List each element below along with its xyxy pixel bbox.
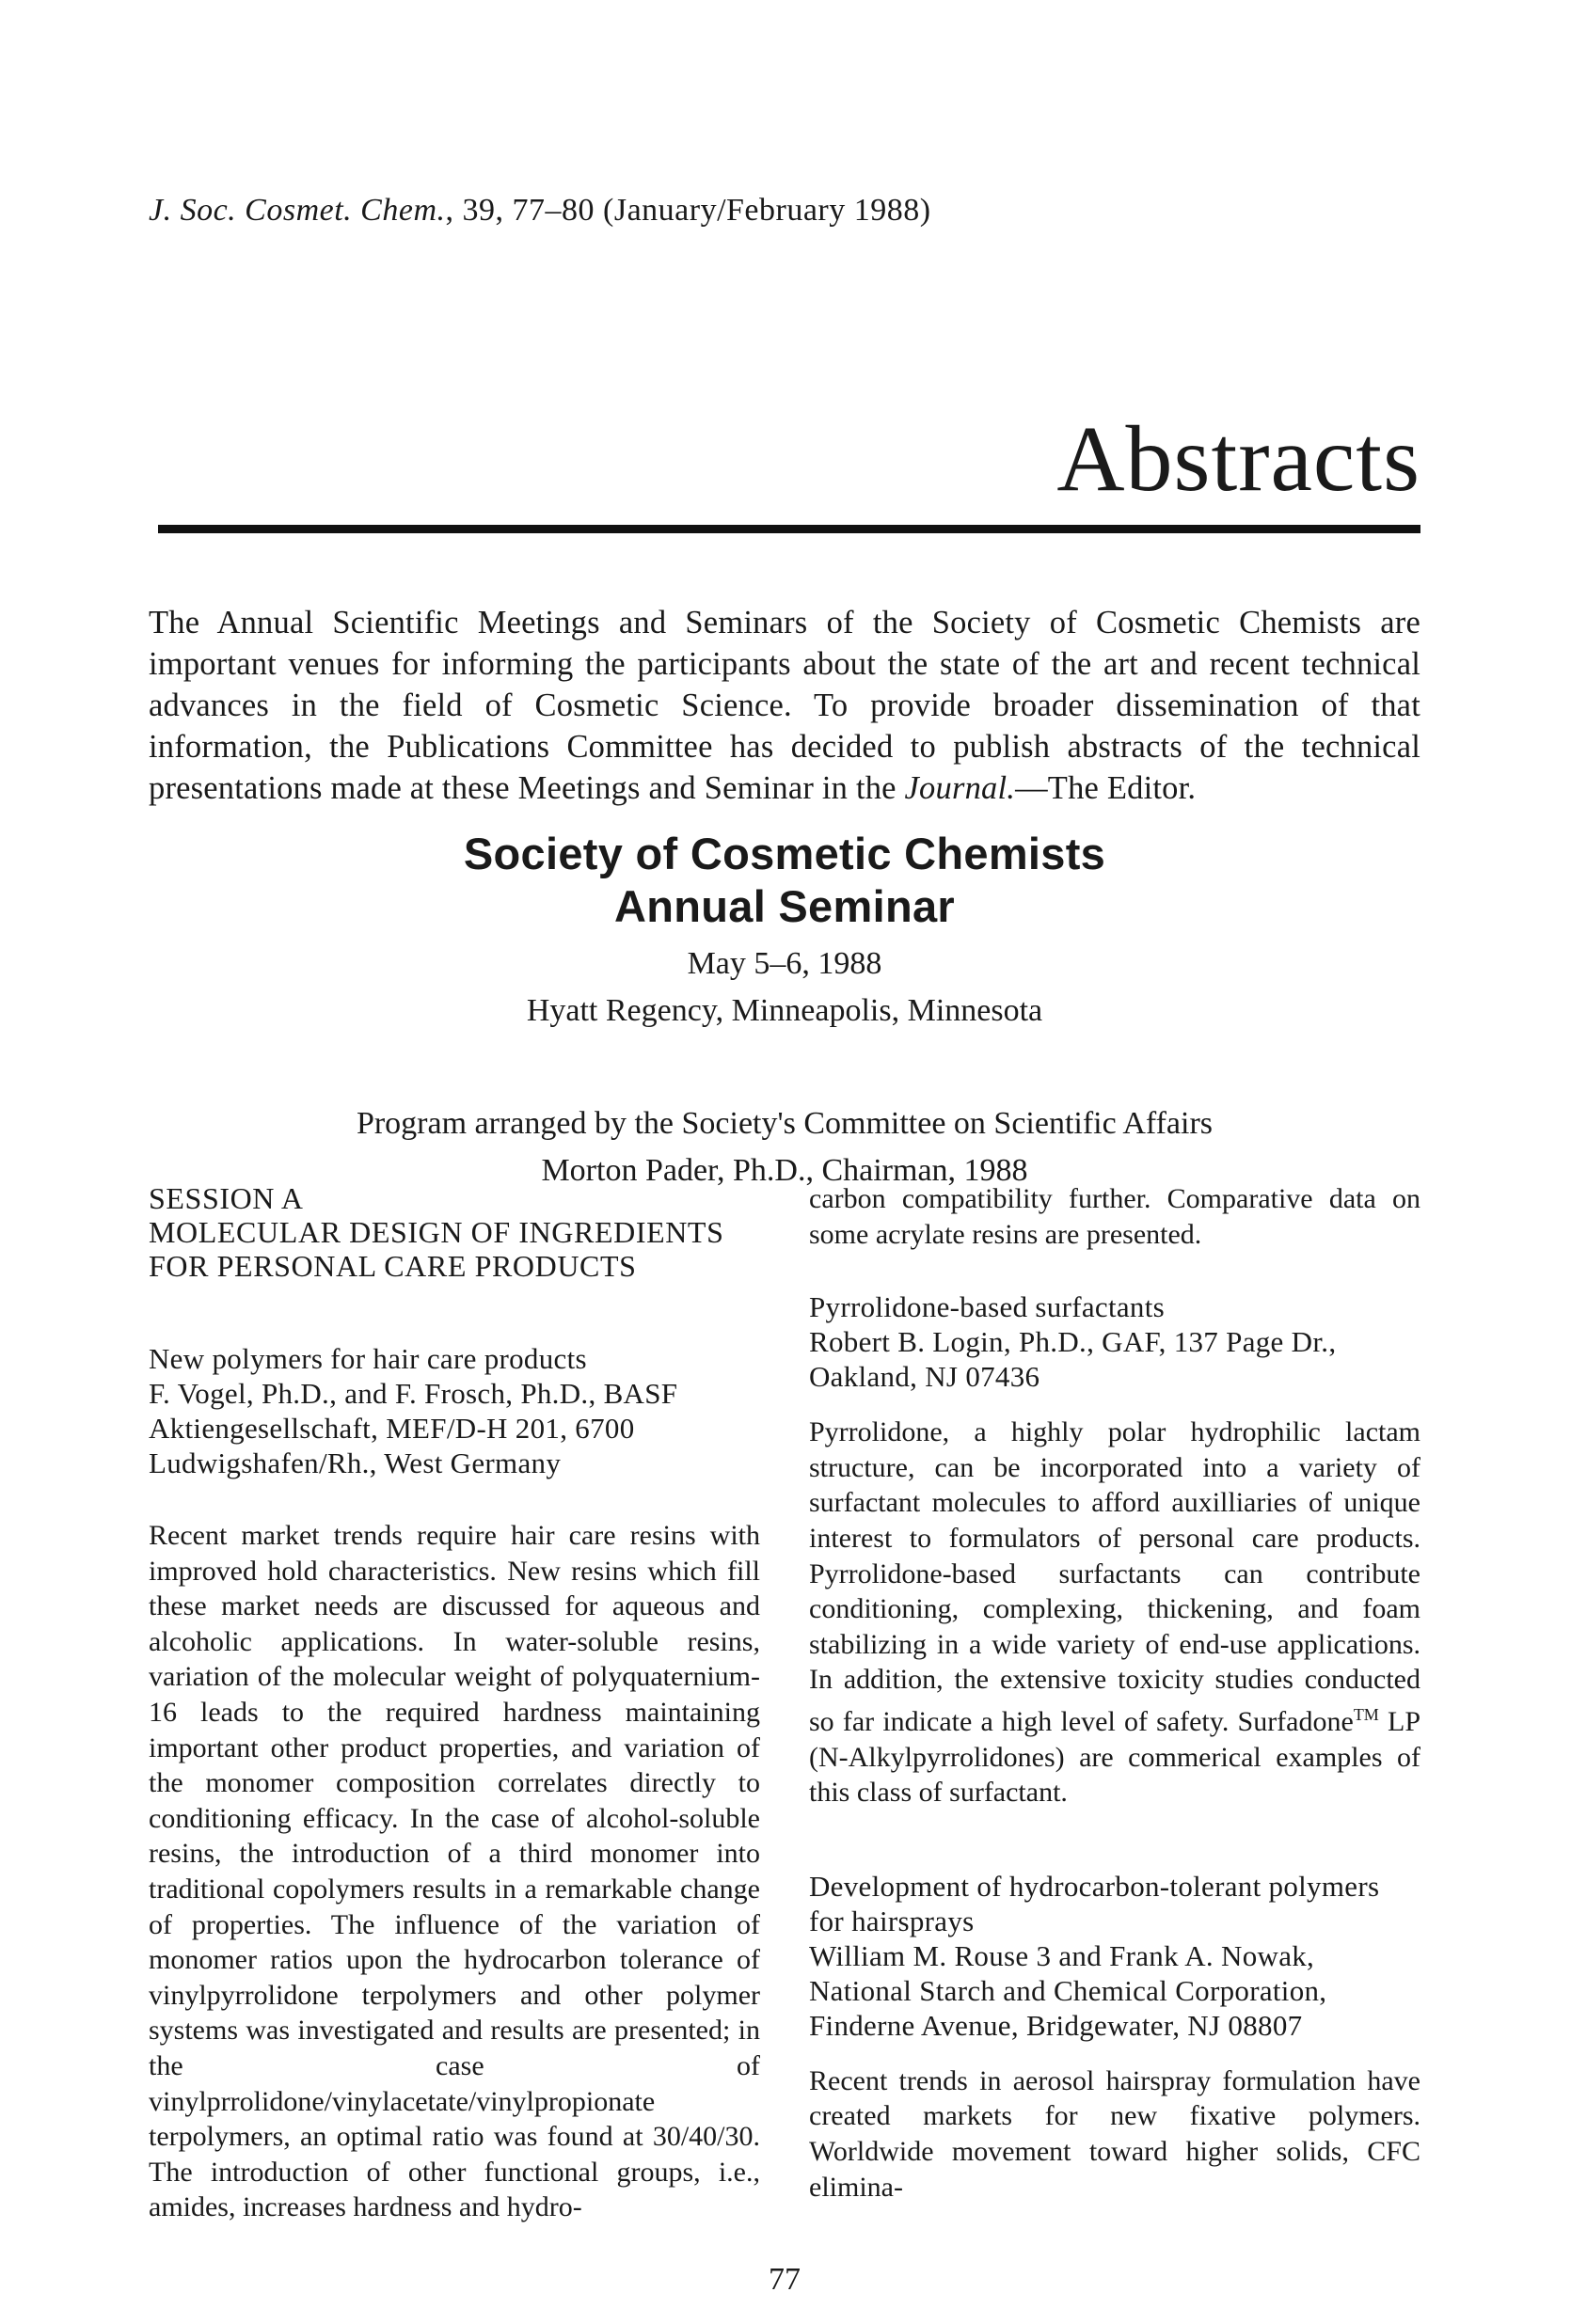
program-chairman: Morton Pader, Ph.D., Chairman, 1988 xyxy=(541,1153,1028,1188)
seminar-title-line1: Society of Cosmetic Chemists xyxy=(463,829,1106,878)
article-abstract-continued: carbon compatibility further. Comparative data on some acrylate resins are presented. xyxy=(809,1183,1420,1250)
session-title-line1: MOLECULAR DESIGN OF INGREDIENTS xyxy=(149,1215,724,1249)
article-title: Development of hydrocarbon-tolerant polymers for hairsprays xyxy=(809,1869,1380,1937)
article-abstract: Recent market trends require hair care resins with improved hold characteristics. New resins which fill these market needs are discussed for aqueous and alcoholic applications. In water-soluble resins, variation of the molecular weight of polyquaternium-16 leads to the required hardness maintaining important other product properties, and variation of the monomer composition correlates directly to conditioning efficacy. In the case of alcohol-soluble resins, the introduction of a third monomer into traditional copolymers results in a remarkable change of properties. The influence of the variation of monomer ratios upon the hydrocarbon tolerance of vinylpyrrolidone terpolymers and other polymer systems was investigated and results are presented; in the case of vinylprrolidone/vinylacetate/vinylpropionate terpolymers, an optimal ratio was found at 30/40/30. The introduction of other functional groups, i.e., amides, increases hardness and hydro- xyxy=(149,1520,760,2223)
page-number: 77 xyxy=(769,2262,801,2297)
seminar-title-line2: Annual Seminar xyxy=(613,881,955,931)
seminar-venue: Hyatt Regency, Minneapolis, Minnesota xyxy=(526,993,1043,1028)
intro-paragraph xyxy=(149,602,1420,809)
article-authors: F. Vogel, Ph.D., and F. Frosch, Ph.D., BASF Aktiengesellschaft, MEF/D-H 201, 6700 Ludwigshafen/Rh., West Germany xyxy=(149,1377,678,1479)
article-abstract xyxy=(809,1415,1420,1810)
right-column xyxy=(809,1181,1420,2205)
article-title: Pyrrolidone-based surfactants xyxy=(809,1290,1166,1324)
program-credit xyxy=(149,1100,1420,1194)
intro-journal-word: Journal. xyxy=(904,770,1016,806)
journal-page xyxy=(149,0,1420,2324)
article-abstract-part2: LP (N-Alkylpyrrolidones) are commerical examples of this class of surfactant. xyxy=(809,1705,1421,1809)
program-arranged-by: Program arranged by the Society's Committee on Scientific Affairs xyxy=(356,1106,1214,1141)
title-rule xyxy=(158,525,1420,533)
session-label: SESSION A xyxy=(149,1181,304,1215)
journal-citation-rest: , 39, 77–80 (January/February 1988) xyxy=(445,193,931,228)
trademark-mark: TM xyxy=(1353,1704,1379,1724)
article-authors: William M. Rouse 3 and Frank A. Nowak, National Starch and Chemical Corporation, Finderne Avenue, Bridgewater, NJ 08807 xyxy=(809,1938,1327,2042)
journal-citation xyxy=(149,193,931,229)
article-title: New polymers for hair care products xyxy=(149,1342,587,1375)
seminar-heading xyxy=(149,828,1420,1035)
journal-citation-italic: J. Soc. Cosmet. Chem. xyxy=(149,193,446,228)
seminar-date: May 5–6, 1988 xyxy=(687,946,882,981)
article-abstract: Recent trends in aerosol hairspray formulation have created markets for new fixative polymers. Worldwide movement toward higher solids, CFC elimina- xyxy=(809,2064,1420,2203)
intro-text: The Annual Scientific Meetings and Seminars of the Society of Cosmetic Chemists are important venues for informing the participants about the state of the art and recent technical advances in the field of Cosmetic Science. To provide broader dissemination of that information, the Publications Committee has decided to publish abstracts of the technical presentations made at these Meetings and Seminar in the xyxy=(149,605,1420,806)
article-abstract-part1: Pyrrolidone, a highly polar hydrophilic lactam structure, can be incorporated into a variety of surfactant molecules to afford auxilliaries of unique interest to formulators of personal care products. Pyrrolidone-based surfactants can contribute conditioning, complexing, thickening, and foam stabilizing in a wide variety of end-use applications. In addition, the extensive toxicity studies conducted so far indicate a high level of safety. Surfadone xyxy=(809,1416,1420,1737)
article-authors: Robert B. Login, Ph.D., GAF, 137 Page Dr., Oakland, NJ 07436 xyxy=(809,1325,1337,1394)
seminar-date-venue xyxy=(149,941,1420,1035)
intro-editor: —The Editor. xyxy=(1015,770,1197,806)
section-title: Abstracts xyxy=(1056,406,1420,511)
session-title-line2: FOR PERSONAL CARE PRODUCTS xyxy=(149,1249,637,1283)
left-column xyxy=(149,1181,760,2225)
